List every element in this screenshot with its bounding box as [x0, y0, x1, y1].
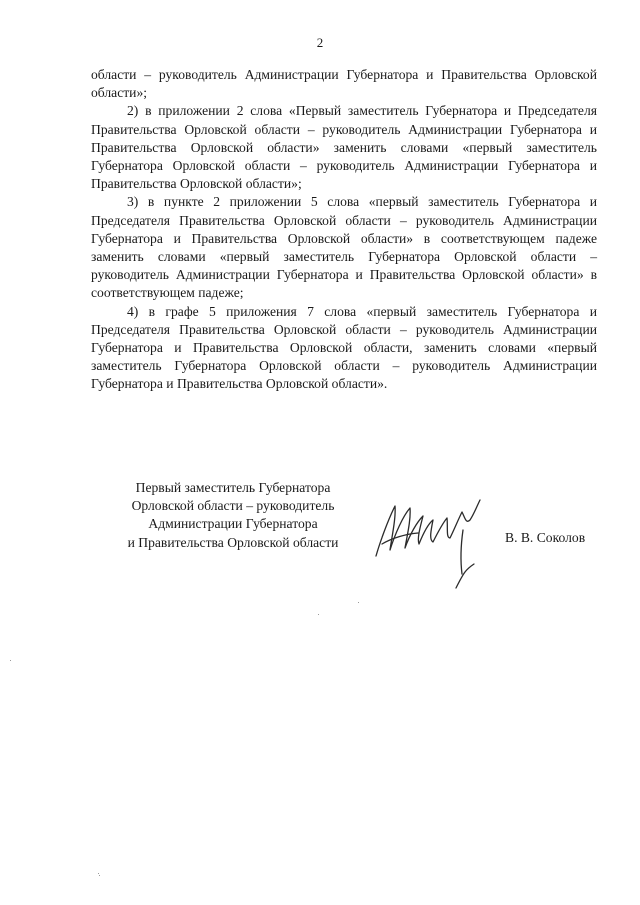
signatory-title-line-3: Администрации Губернатора — [148, 516, 318, 532]
signatory-title-line-4: и Правительства Орловской области — [127, 534, 339, 550]
paragraph-1-continuation: области – руководитель Администрации Губернатора и Правительства Орловской области»; — [91, 67, 597, 101]
signatory-title — [108, 479, 358, 552]
scan-speck — [358, 602, 359, 603]
paragraph-item-3: 3) в пункте 2 приложении 5 слова «первый заместитель Губернатора и Председателя Правительства Орловской области – руководитель Администрации Губернатора и Правительства Орловской области» в соответствующем падеже заменить словами «первый заместитель Губернатора Орловской области – руководитель Администрации Губернатора и Правительства Орловской области» в соответствующем падеже; — [91, 194, 597, 301]
handwritten-signature — [362, 484, 498, 596]
scan-speck — [318, 614, 319, 615]
page-number: 2 — [316, 35, 324, 50]
document-body — [91, 66, 597, 394]
signer-name: В. В. Соколов — [505, 530, 586, 545]
scan-speck — [98, 873, 99, 874]
paragraph-item-4: 4) в графе 5 приложения 7 слова «первый заместитель Губернатора и Председателя Правительства Орловской области – руководитель Администрации Губернатора и Правительства Орловской области, заменить словами «первый заместитель Губернатора Орловской области – руководитель Администрации Губернатора и Правительства Орловской области». — [91, 303, 597, 392]
paragraph-item-2: 2) в приложении 2 слова «Первый заместитель Губернатора и Председателя Правительства Орловской области – руководитель Администрации Губернатора и Правительства Орловской области» заменить словами «первый заместитель Губернатора Орловской области – руководитель Администрации Губернатора и Правительства Орловской области»; — [91, 103, 597, 192]
signatory-title-line-1: Первый заместитель Губернатора — [135, 480, 331, 495]
scan-speck — [99, 875, 100, 876]
signatory-title-line-2: Орловской области – руководитель — [131, 498, 335, 514]
scan-speck — [10, 660, 11, 661]
